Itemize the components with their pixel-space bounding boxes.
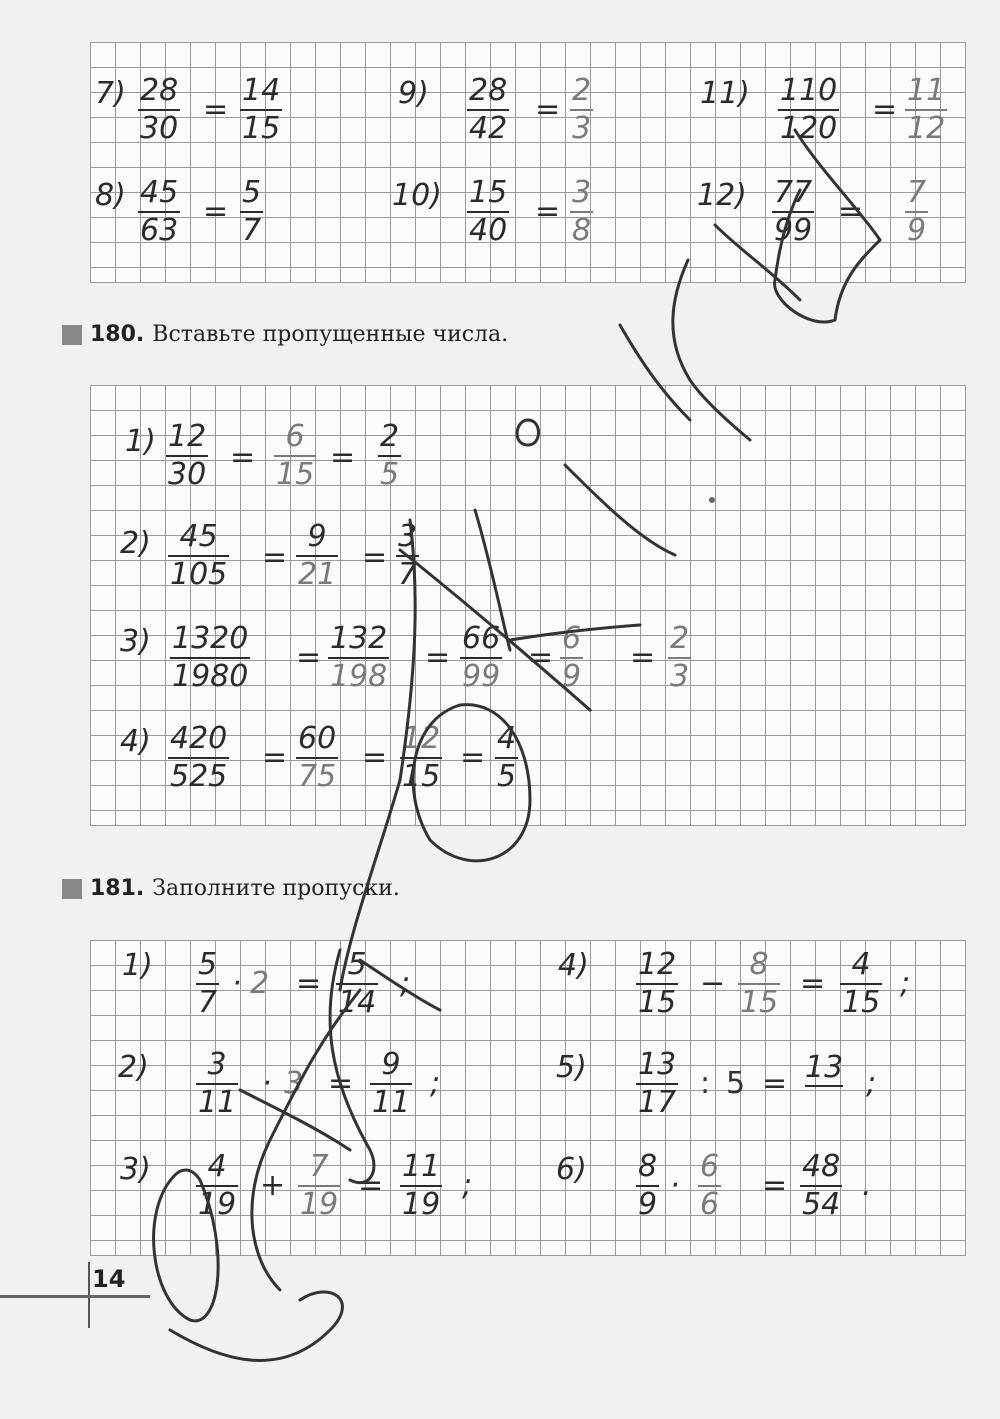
task-number: 181. bbox=[90, 876, 145, 901]
missing-value: 3 bbox=[284, 1066, 304, 1101]
equals-sign: = bbox=[362, 540, 388, 575]
row-label: 3) bbox=[120, 624, 151, 659]
equals-sign: = bbox=[203, 194, 229, 229]
equals-sign: = bbox=[328, 1066, 354, 1101]
item-label: 6) bbox=[556, 1152, 587, 1187]
punctuation: ; bbox=[400, 966, 411, 1001]
equals-sign: = bbox=[762, 1066, 788, 1101]
fraction: 45 63 bbox=[140, 175, 179, 248]
operator: : bbox=[700, 1066, 711, 1101]
fraction: 4 5 bbox=[497, 721, 517, 794]
operator: · bbox=[262, 1066, 272, 1101]
equals-sign: = bbox=[838, 194, 864, 229]
fraction: 28 30 bbox=[140, 73, 179, 146]
punctuation: ; bbox=[900, 966, 911, 1001]
task-instruction: Заполните пропуски. bbox=[152, 876, 400, 901]
fraction-answer: 8 15 bbox=[740, 947, 779, 1020]
fraction: 12 30 bbox=[168, 419, 207, 492]
task-181-heading bbox=[62, 876, 400, 901]
item-label: 4) bbox=[558, 948, 589, 983]
fraction-answer: 7 19 bbox=[300, 1149, 339, 1222]
fraction: 3 7 bbox=[398, 519, 418, 592]
item-label: 2) bbox=[118, 1050, 149, 1085]
fraction: 9 21 bbox=[298, 519, 337, 592]
fraction: 45 105 bbox=[170, 519, 228, 592]
fraction: 132 198 bbox=[330, 621, 388, 694]
item-label: 7) bbox=[95, 76, 126, 111]
row-label: 2) bbox=[120, 526, 151, 561]
equals-sign: = bbox=[535, 194, 561, 229]
equals-sign: = bbox=[528, 640, 554, 675]
fraction: 48 54 bbox=[802, 1149, 841, 1222]
fraction: 12 15 bbox=[402, 721, 441, 794]
fraction: 14 15 bbox=[242, 73, 281, 146]
operator: · bbox=[232, 966, 242, 1001]
fraction: 4 15 bbox=[842, 947, 881, 1020]
task-instruction: Вставьте пропущенные числа. bbox=[152, 322, 509, 347]
equals-sign: = bbox=[230, 440, 256, 475]
missing-value: 2 bbox=[250, 966, 270, 1001]
fraction-answer: 7 9 bbox=[907, 175, 927, 248]
fraction-answer: 2 3 bbox=[670, 621, 690, 694]
task-number: 180. bbox=[90, 322, 145, 347]
operator: − bbox=[700, 966, 726, 1001]
row-label: 4) bbox=[120, 724, 151, 759]
item-label: 1) bbox=[122, 948, 153, 983]
fraction: 28 42 bbox=[469, 73, 508, 146]
punctuation: ; bbox=[462, 1168, 473, 1203]
item-label: 12) bbox=[697, 178, 747, 213]
fraction: 2 5 bbox=[380, 419, 400, 492]
page-number: 14 bbox=[92, 1265, 126, 1293]
page-footer-rule bbox=[0, 1295, 150, 1298]
equals-sign: = bbox=[762, 1168, 788, 1203]
fraction: 5 14 bbox=[338, 947, 377, 1020]
fraction-answer: 6 9 bbox=[562, 621, 582, 694]
equals-sign: = bbox=[630, 640, 656, 675]
equals-sign: = bbox=[872, 92, 898, 127]
equals-sign: = bbox=[296, 966, 322, 1001]
fraction-answer: 3 8 bbox=[572, 175, 592, 248]
fraction-answer: 6 15 bbox=[276, 419, 315, 492]
equals-sign: = bbox=[800, 966, 826, 1001]
item-label: 10) bbox=[392, 178, 442, 213]
fraction-answer: 2 3 bbox=[572, 73, 592, 146]
task-180-heading bbox=[62, 322, 508, 347]
fraction-answer: 11 12 bbox=[907, 73, 946, 146]
equals-sign: = bbox=[262, 540, 288, 575]
item-label: 8) bbox=[95, 178, 126, 213]
equals-sign: = bbox=[296, 640, 322, 675]
fraction: 12 15 bbox=[638, 947, 677, 1020]
scribble-stroke bbox=[170, 1292, 342, 1361]
task-marker-icon bbox=[62, 325, 82, 345]
equals-sign: = bbox=[330, 440, 356, 475]
fraction: 77 99 bbox=[774, 175, 813, 248]
equals-sign: = bbox=[203, 92, 229, 127]
punctuation: ; bbox=[866, 1066, 877, 1101]
given-value: 5 bbox=[726, 1066, 746, 1101]
item-label: 9) bbox=[398, 76, 429, 111]
fraction: 13 17 bbox=[638, 1047, 677, 1120]
fraction: 66 99 bbox=[462, 621, 501, 694]
operator: + bbox=[260, 1168, 286, 1203]
equals-sign: = bbox=[262, 740, 288, 775]
fraction: 5 7 bbox=[242, 175, 262, 248]
item-label: 3) bbox=[120, 1152, 151, 1187]
equals-sign: = bbox=[460, 740, 486, 775]
fraction: 3 11 bbox=[198, 1047, 237, 1120]
fraction: 4 19 bbox=[198, 1149, 237, 1222]
fraction: 8 9 bbox=[638, 1149, 658, 1222]
fraction-answer: 6 6 bbox=[700, 1149, 720, 1222]
fraction: 5 7 bbox=[198, 947, 218, 1020]
operator: · bbox=[670, 1168, 680, 1203]
equals-sign: = bbox=[358, 1168, 384, 1203]
item-label: 5) bbox=[556, 1050, 587, 1085]
punctuation: ; bbox=[430, 1066, 441, 1101]
fraction: 60 75 bbox=[298, 721, 337, 794]
fraction: 110 120 bbox=[780, 73, 838, 146]
fraction: 420 525 bbox=[170, 721, 228, 794]
punctuation: . bbox=[862, 1168, 872, 1203]
item-label: 11) bbox=[700, 76, 750, 111]
answer-value: 13 bbox=[805, 1050, 844, 1085]
fraction: 1320 1980 bbox=[172, 621, 249, 694]
fraction: 11 19 bbox=[402, 1149, 441, 1222]
equals-sign: = bbox=[425, 640, 451, 675]
equals-sign: = bbox=[362, 740, 388, 775]
task-marker-icon bbox=[62, 879, 82, 899]
fraction: 9 11 bbox=[372, 1047, 411, 1120]
row-label: 1) bbox=[125, 424, 156, 459]
fraction: 15 40 bbox=[469, 175, 508, 248]
equals-sign: = bbox=[535, 92, 561, 127]
